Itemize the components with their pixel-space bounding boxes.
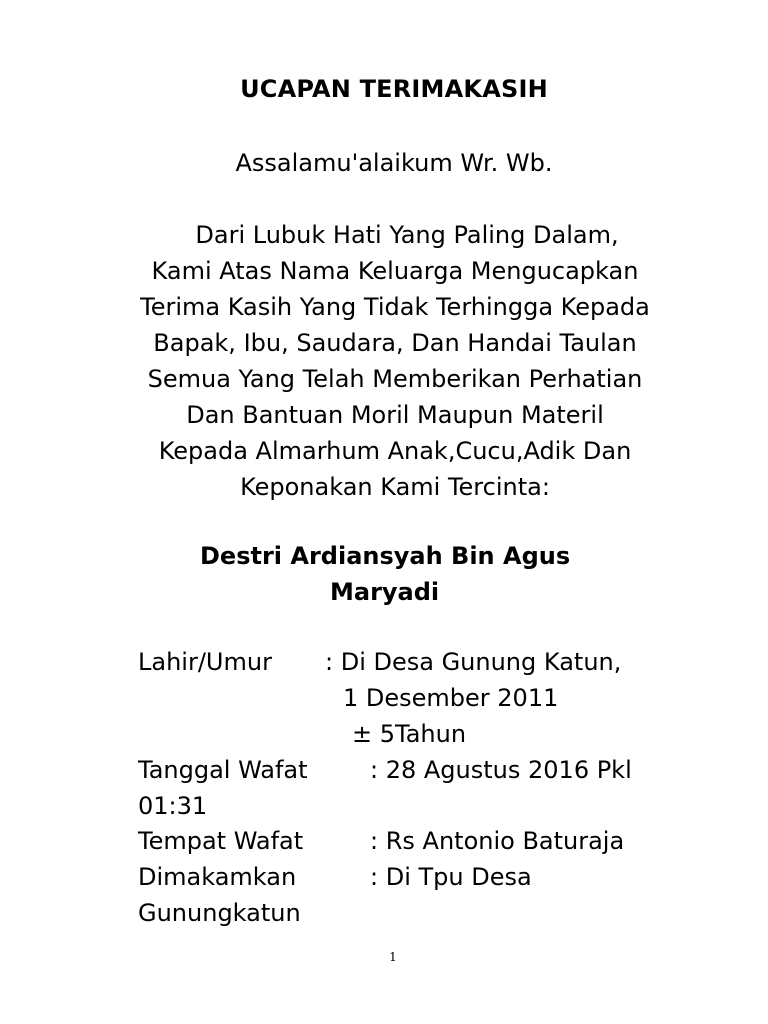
paragraph-line: Semua Yang Telah Memberikan Perhatian — [147, 365, 643, 393]
paragraph-line: Kepada Almarhum Anak,Cucu,Adik Dan — [158, 437, 632, 465]
paragraph-line: Bapak, Ibu, Saudara, Dan Handai Taulan — [153, 329, 637, 357]
greeting: Assalamu'alaikum Wr. Wb. — [235, 149, 553, 177]
deceased-name-line: Destri Ardiansyah Bin Agus — [200, 542, 571, 570]
paragraph-line: Terima Kasih Yang Tidak Terhingga Kepada — [140, 293, 650, 321]
death-place-label: Tempat Wafat — [138, 827, 304, 855]
document-title: UCAPAN TERIMAKASIH — [240, 75, 548, 103]
birth-date-value: 1 Desember 2011 — [343, 684, 559, 712]
paragraph-line: Kami Atas Nama Keluarga Mengucapkan — [151, 257, 639, 285]
burial-value-continued: Gunungkatun — [138, 899, 301, 927]
death-date-value: : 28 Agustus 2016 Pkl — [370, 756, 632, 784]
paragraph-line: Keponakan Kami Tercinta: — [240, 473, 550, 501]
deceased-name-line: Maryadi — [330, 578, 440, 606]
paragraph-line: Dan Bantuan Moril Maupun Materil — [186, 401, 604, 429]
burial-label: Dimakamkan — [138, 863, 297, 891]
paragraph-line: Dari Lubuk Hati Yang Paling Dalam, — [195, 221, 619, 249]
page-number: 1 — [389, 950, 397, 964]
birth-value: : Di Desa Gunung Katun, — [325, 648, 622, 676]
death-place-value: : Rs Antonio Baturaja — [370, 827, 625, 855]
birth-label: Lahir/Umur — [138, 648, 272, 676]
death-date-label: Tanggal Wafat — [138, 756, 308, 784]
age-value: ± 5Tahun — [352, 720, 467, 748]
burial-value: : Di Tpu Desa — [370, 863, 532, 891]
death-time-value: 01:31 — [138, 792, 208, 820]
